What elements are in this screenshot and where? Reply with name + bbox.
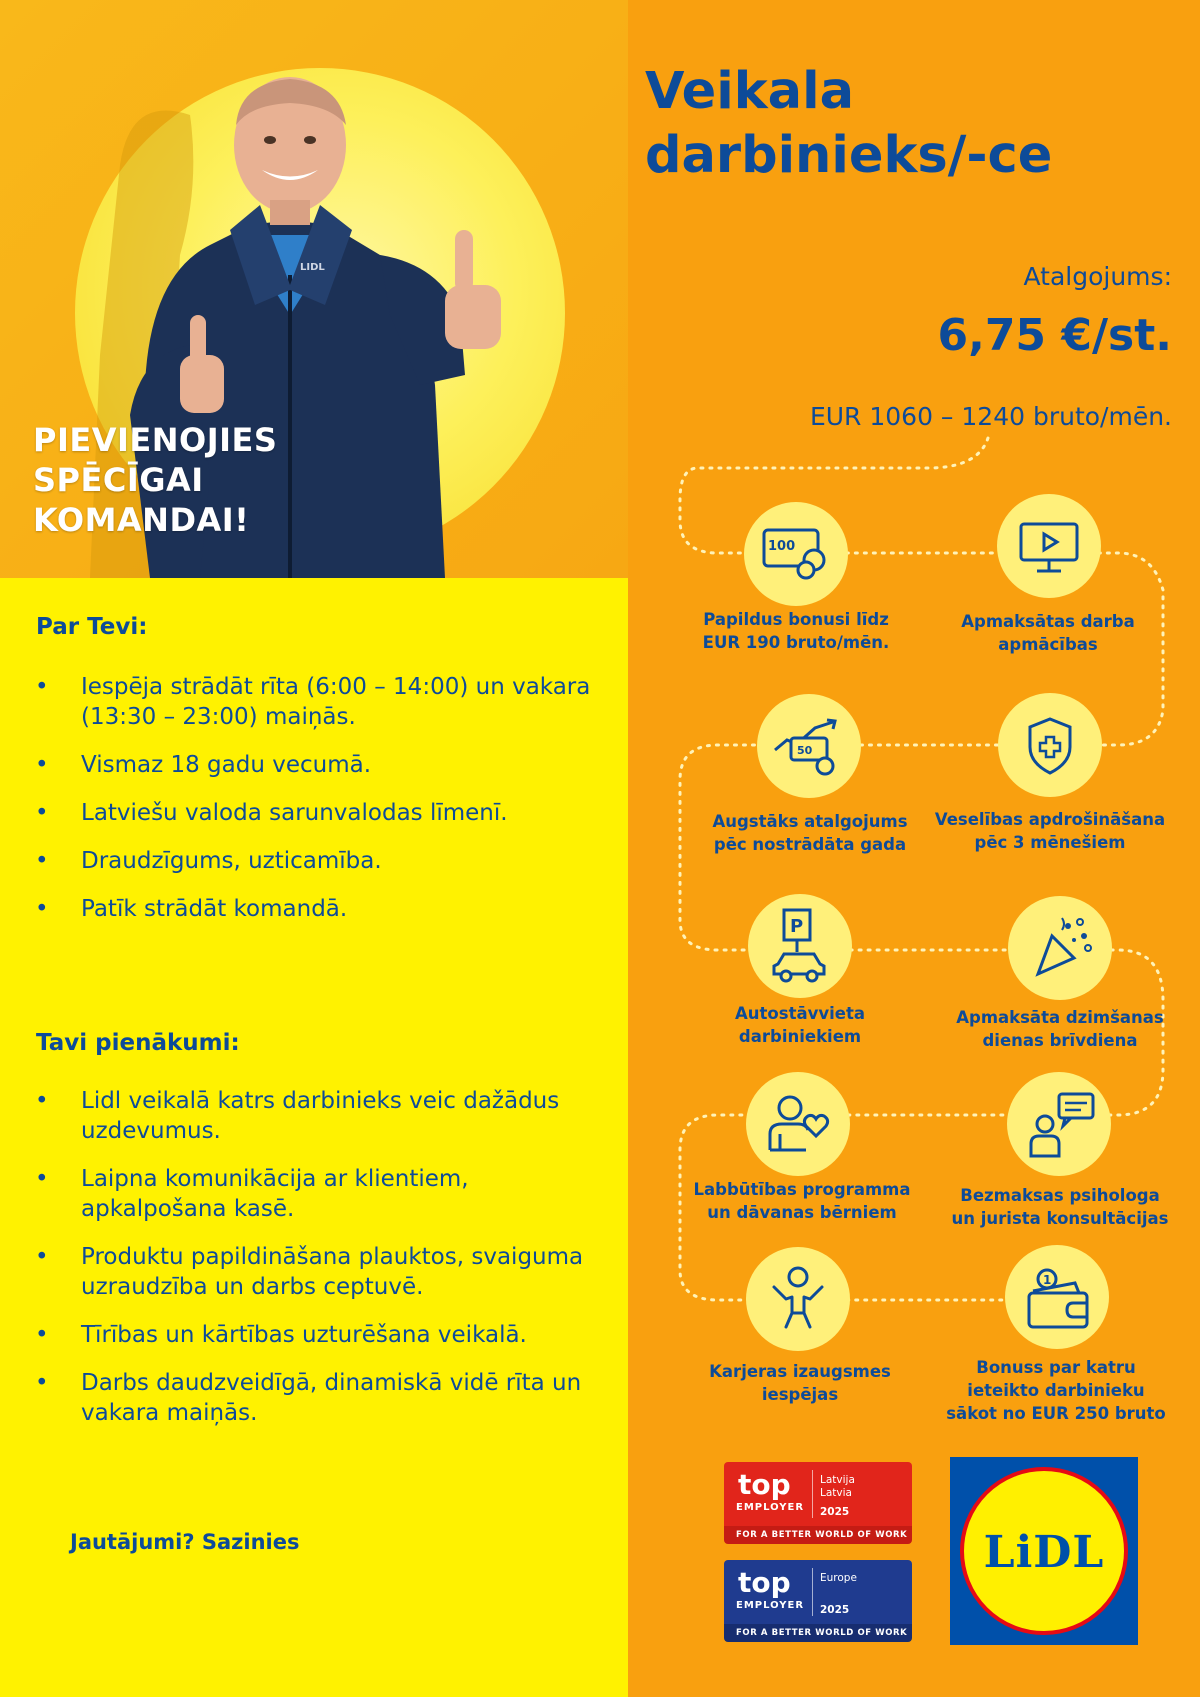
benefit-label: Bezmaksas psihologa un jurista konsultācijas [951,1186,1169,1228]
person-heart-icon [746,1072,850,1176]
hero-panel [0,0,628,578]
list-item: • Vismaz 18 gadu vecumā. [33,750,593,780]
svg-text:100: 100 [768,539,796,554]
benefit-label: Apmaksāta dzimšanas dienas brīvdiena [956,1008,1164,1050]
list-item: • Darbs daudzveidīgā, dinamiskā vidē rīta un vakara maiņās. [33,1368,593,1428]
job-title: Veikala darbinieks/-ce [645,62,1053,185]
party-popper-icon [1008,896,1112,1000]
about-you-list [33,672,593,942]
list-item: • Patīk strādāt komandā. [33,894,593,924]
benefit-label: Autostāvvieta darbiniekiem [735,1004,865,1046]
list-item: • Laipna komunikācija ar klientiem, apkalpošana kasē. [33,1164,593,1224]
parking-car-icon [748,894,852,998]
jacket-logo: LIDL [300,262,325,273]
benefit-label: Karjeras izaugsmes iespējas [709,1362,891,1404]
list-item: • Lidl veikalā katrs darbinieks veic dažādus uzdevumus. [33,1086,593,1146]
top-employer-latvia-badge: top EMPLOYER Latvija Latvia 2025 FOR A BETTER WORLD OF WORK [724,1462,912,1544]
svg-text:1: 1 [1043,1273,1052,1287]
person-cheer-icon [746,1247,850,1351]
salary-monthly-range: EUR 1060 – 1240 bruto/mēn. [809,402,1172,431]
benefit-label: Augstāks atalgojums pēc nostrādāta gada [712,812,908,854]
benefit-label: Apmaksātas darba apmācības [961,612,1135,654]
person-chat-icon [1007,1072,1111,1176]
contact-prompt[interactable]: Jautājumi? Sazinies [70,1530,300,1554]
list-item: • Iespēja strādāt rīta (6:00 – 14:00) un vakara (13:30 – 23:00) maiņās. [33,672,593,732]
list-item: • Tīrības un kārtības uzturēšana veikalā. [33,1320,593,1350]
benefit-label: Veselības apdrošināšana pēc 3 mēnešiem [934,810,1166,852]
benefit-label: Bonuss par katru ieteikto darbinieku sākot no EUR 250 bruto [946,1358,1166,1423]
lidl-logo: LiDL [950,1457,1138,1645]
svg-text:50: 50 [797,744,813,757]
monitor-play-icon [997,494,1101,598]
benefit-label: Labbūtības programma un dāvanas bērniem [693,1180,911,1222]
list-item: • Latviešu valoda sarunvalodas līmenī. [33,798,593,828]
health-shield-icon [998,693,1102,797]
hero-headline: PIEVIENOJIES SPĒCĪGAI KOMANDAI! [33,421,278,539]
list-item: • Produktu papildināšana plauktos, svaiguma uzraudzība un darbs ceptuvē. [33,1242,593,1302]
about-you-title: Par Tevi: [36,614,148,640]
duties-title: Tavi pienākumi: [36,1030,240,1056]
salary-label: Atalgojums: [1023,262,1172,291]
svg-text:P: P [790,916,804,937]
duties-list [33,1086,593,1446]
list-item: • Draudzīgums, uzticamība. [33,846,593,876]
top-employer-europe-badge: top EMPLOYER Europe 2025 FOR A BETTER WORLD OF WORK [724,1560,912,1642]
banknote-icon [744,502,848,606]
salary-hourly: 6,75 €/st. [937,310,1172,361]
salary-growth-icon [757,694,861,798]
benefit-label: Papildus bonusi līdz EUR 190 bruto/mēn. [702,610,890,652]
wallet-coin-icon [1005,1245,1109,1349]
